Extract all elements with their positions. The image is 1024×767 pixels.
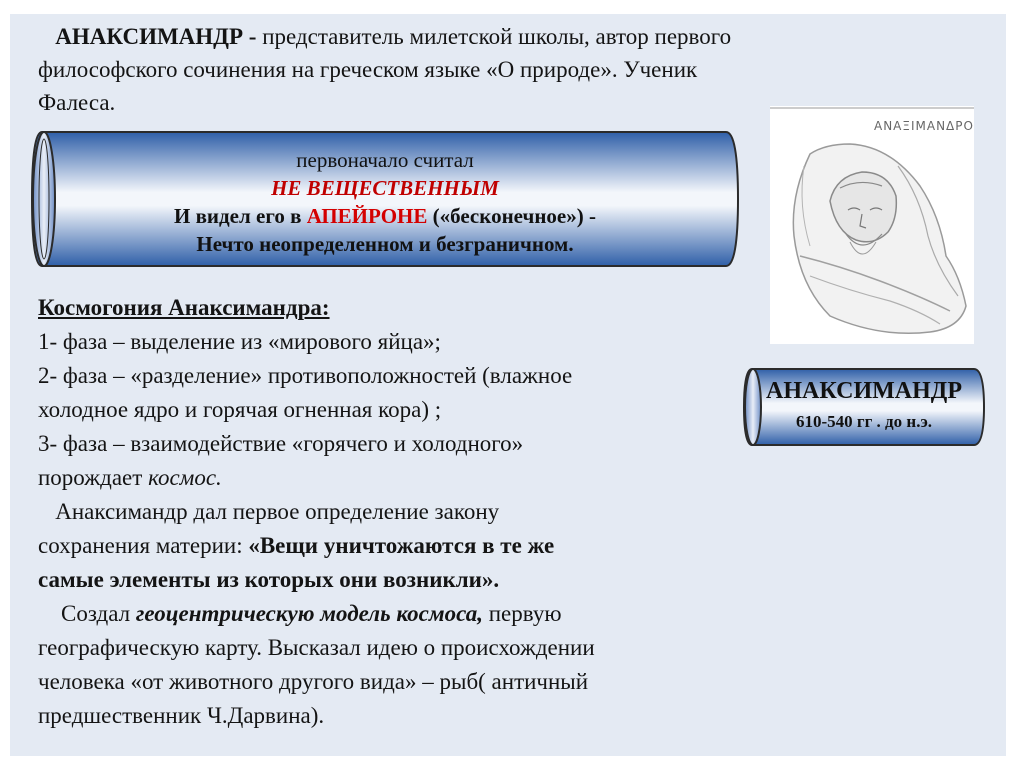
relief-sketch bbox=[770, 106, 974, 344]
phase-3a: 3- фаза – взаимодействие «горячего и холодного» bbox=[38, 431, 524, 456]
geo-line1-pre: Создал bbox=[38, 601, 136, 626]
scroll-line4: Нечто неопределенном и безграничном. bbox=[196, 232, 574, 256]
main-text bbox=[38, 291, 738, 733]
intro-line1: представитель милетской школы, автор первого bbox=[256, 24, 732, 49]
geocentric-model: геоцентрическую модель космоса, bbox=[135, 601, 483, 626]
geo-line2: географическую карту. Высказал идею о происхождении bbox=[38, 635, 595, 660]
phase-2b: холодное ядро и горячая огненная кора) ; bbox=[38, 397, 442, 422]
law-line1: Анаксимандр дал первое определение закону bbox=[38, 499, 500, 524]
geo-line1-post: первую bbox=[482, 601, 562, 626]
phase-1: 1- фаза – выделение из «мирового яйца»; bbox=[38, 329, 441, 354]
anaximander-relief-image bbox=[770, 106, 974, 344]
apeiron-scroll-banner bbox=[30, 128, 740, 270]
name-title: АНАКСИМАНДР bbox=[766, 378, 962, 404]
relief-inscription: ΑΝΑΞΙΜΑΝΔΡΟ bbox=[874, 119, 974, 133]
apeiron-word: АПЕЙРОНЕ bbox=[306, 204, 428, 228]
geo-line3: человека «от животного другого вида» – рыб( античный bbox=[38, 669, 589, 694]
name-dates-banner bbox=[742, 366, 986, 448]
scroll-line1: первоначало считал bbox=[296, 148, 474, 172]
geo-line4: предшественник Ч.Дарвина). bbox=[38, 703, 325, 728]
intro-paragraph bbox=[38, 20, 938, 119]
intro-line2: философского сочинения на греческом языке «О природе». Ученик bbox=[38, 57, 698, 82]
intro-line3: Фалеса. bbox=[38, 90, 116, 115]
scroll-line3-pre: И видел его в bbox=[174, 204, 307, 228]
law-quote-2: самые элементы из которых они возникли». bbox=[38, 567, 500, 592]
cosmogony-heading: Космогония Анаксимандра: bbox=[38, 295, 330, 320]
phase-3b: порождает bbox=[38, 465, 149, 490]
phase-3b-cosmos: космос. bbox=[148, 465, 222, 490]
scroll-line3-post: («бесконечное») - bbox=[427, 204, 596, 228]
law-quote-1: «Вещи уничтожаются в те же bbox=[248, 533, 555, 558]
law-line2-pre: сохранения материи: bbox=[38, 533, 249, 558]
name-dates: 610-540 гг . до н.э. bbox=[795, 412, 933, 431]
scroll-line2: НЕ ВЕЩЕСТВЕННЫМ bbox=[271, 176, 499, 200]
phase-2a: 2- фаза – «разделение» противоположностей (влажное bbox=[38, 363, 573, 388]
intro-name: АНАКСИМАНДР - bbox=[55, 24, 257, 49]
